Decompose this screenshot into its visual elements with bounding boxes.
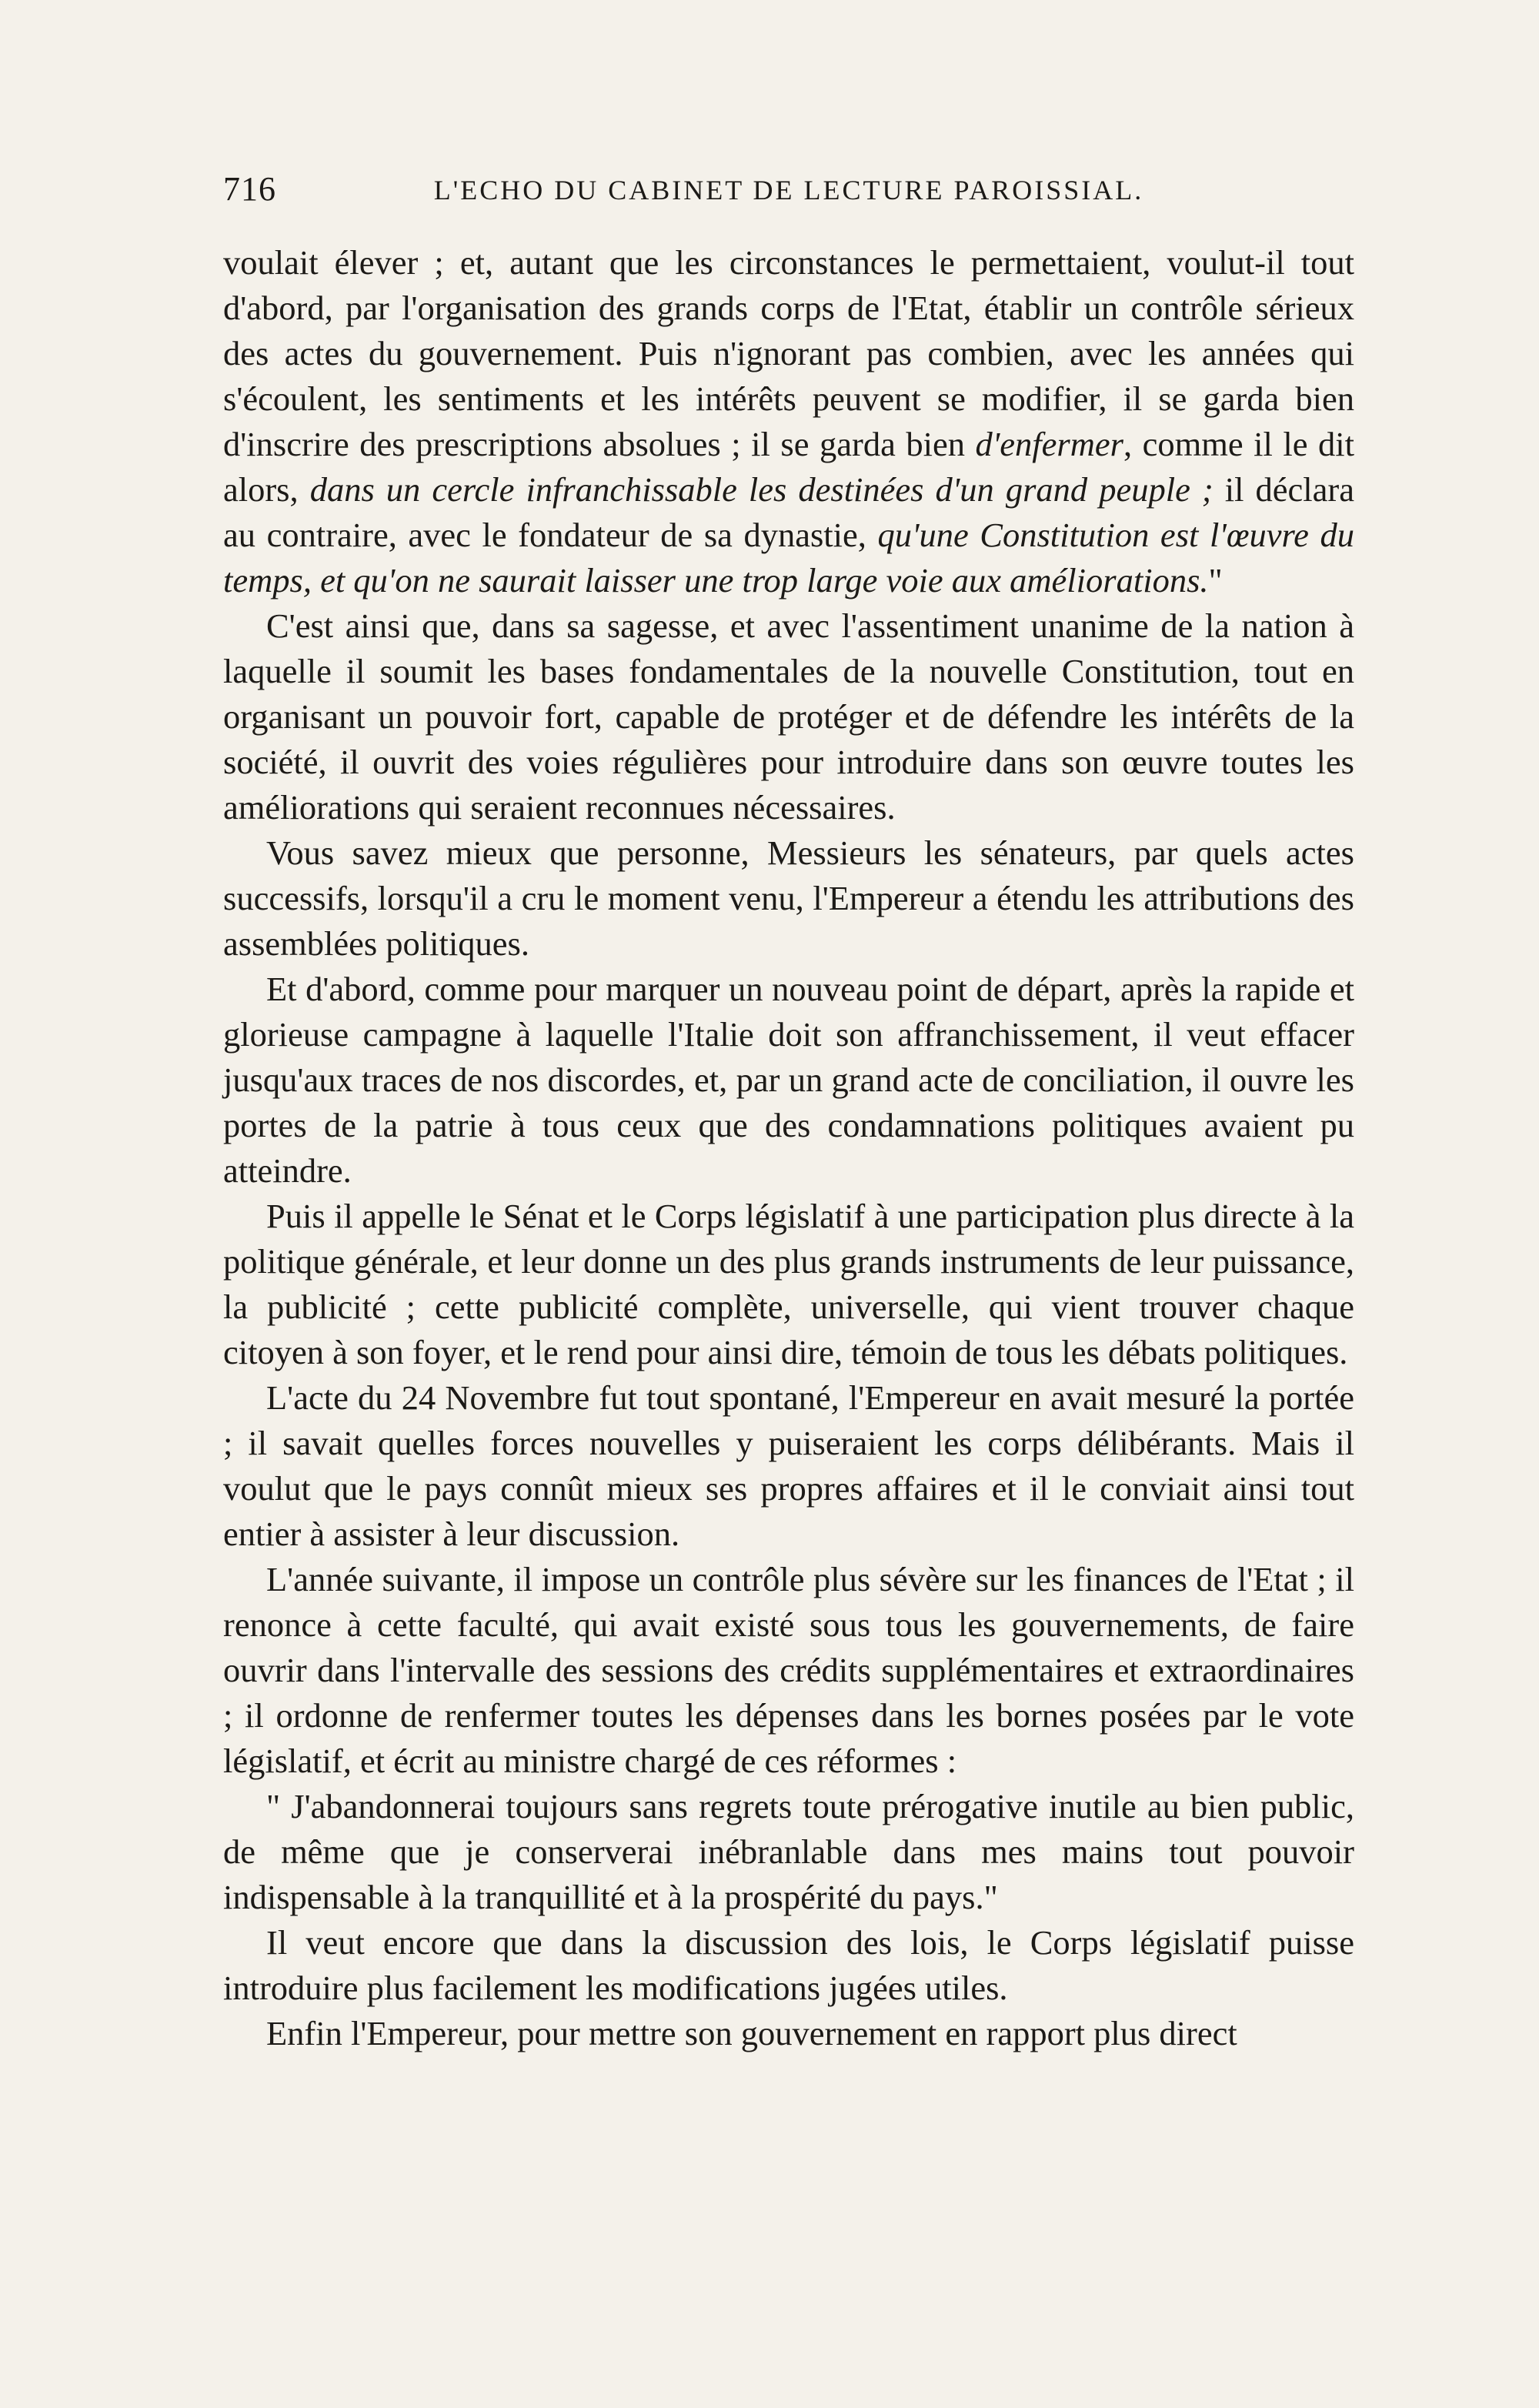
italic-quote: qu'une Constitution est l'œuvre du temps, et qu'on ne saurait laisser une trop large voie aux améliorations. bbox=[223, 516, 1354, 599]
paragraph-8-quote: " J'abandonnerai toujours sans regrets toute prérogative inutile au bien public, de même que je conserverai inébranlable dans mes mains tout pouvoir indispensable à la tranquillité et à la prospérité du pays." bbox=[223, 1787, 1354, 1916]
paragraph-10: Enfin l'Empereur, pour mettre son gouvernement en rapport plus direct bbox=[266, 2014, 1237, 2052]
italic-quote: d'enfermer bbox=[975, 425, 1123, 463]
page-number: 716 bbox=[223, 170, 276, 208]
page-header bbox=[223, 169, 1354, 215]
book-page bbox=[223, 169, 1354, 2056]
paragraph-4: Et d'abord, comme pour marquer un nouveau point de départ, après la rapide et glorieuse campagne à laquelle l'Italie doit son affranchissement, il veut effacer jusqu'aux traces de nos discordes, et, par un grand acte de conciliation, il ouvre les portes de la patrie à tous ceux que des condamnations politiques avaient pu atteindre. bbox=[223, 970, 1354, 1190]
paragraph-5: Puis il appelle le Sénat et le Corps législatif à une participation plus directe à la politique générale, et leur donne un des plus grands instruments de leur puissance, la publicité ; cette publicité complète, universelle, qui vient trouver chaque citoyen à son foyer, et le rend pour ainsi dire, témoin de tous les débats politiques. bbox=[223, 1197, 1354, 1371]
paragraph-6: L'acte du 24 Novembre fut tout spontané, l'Empereur en avait mesuré la portée ; il savait quelles forces nouvelles y puiseraient les corps délibérants. Mais il voulut que le pays connût mieux ses propres affaires et il le conviait ainsi tout entier à assister à leur discussion. bbox=[223, 1378, 1354, 1553]
paragraph-9: Il veut encore que dans la discussion des lois, le Corps législatif puisse introduire plus facilement les modifications jugées utiles. bbox=[223, 1923, 1354, 2007]
running-title: L'ECHO DU CABINET DE LECTURE PAROISSIAL. bbox=[433, 175, 1144, 205]
paragraph-7: L'année suivante, il impose un contrôle plus sévère sur les finances de l'Etat ; il renonce à cette faculté, qui avait existé sous tous les gouvernements, de faire ouvrir dans l'intervalle des sessions des crédits supplémentaires et extraordinaires ; il ordonne de renfermer toutes les dépenses dans les bornes posées par le vote législatif, et écrit au ministre chargé de ces réformes : bbox=[223, 1560, 1354, 1780]
paragraph-2: C'est ainsi que, dans sa sagesse, et avec l'assentiment unanime de la nation à laquelle il soumit les bases fondamentales de la nouvelle Constitution, tout en organisant un pouvoir fort, capable de protéger et de défendre les intérêts de la société, il ouvrit des voies régulières pour introduire dans son œuvre toutes les améliorations qui seraient reconnues nécessaires. bbox=[223, 606, 1354, 827]
paragraph-1: voulait élever ; et, autant que les circonstances le permettaient, voulut-il tout d'abord, par l'organisation des grands corps de l'Etat, établir un contrôle sérieux des actes du gouvernement. Puis n'ignorant pas combien, avec les années qui s'écoulent, les sentiments et les intérêts peuvent se modifier, il se garda bien d'inscrire des prescriptions absolues ; il se garda bien d'enfermer, comme il le dit alors, dans un cercle infranchissable les destinées d'un grand peuple ; il déclara au contraire, avec le fondateur de sa dynastie, qu'une Constitution est l'œuvre du temps, et qu'on ne saurait laisser une trop large voie aux améliorations." bbox=[223, 243, 1354, 599]
paragraph-3: Vous savez mieux que personne, Messieurs les sénateurs, par quels actes successifs, lorsqu'il a cru le moment venu, l'Empereur a étendu les attributions des assemblées politiques. bbox=[223, 833, 1354, 963]
body-text bbox=[223, 240, 1354, 2056]
italic-quote: dans un cercle infranchissable les destinées d'un grand peuple ; bbox=[309, 470, 1214, 509]
